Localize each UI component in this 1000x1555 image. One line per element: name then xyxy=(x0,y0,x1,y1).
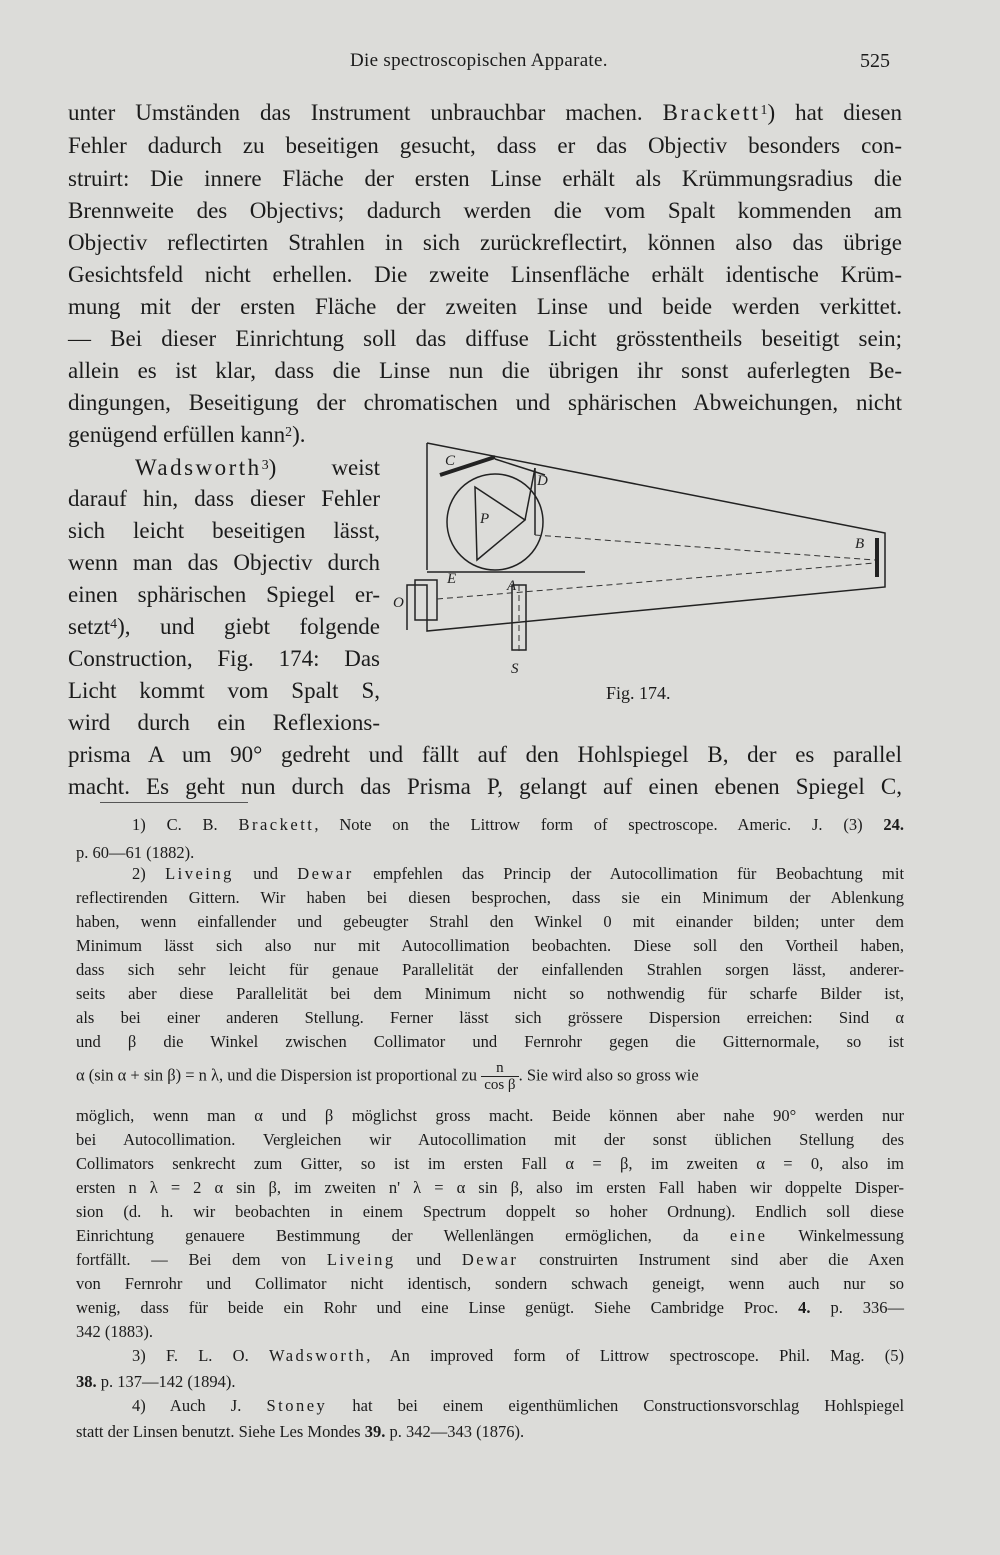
footnote-line: statt der Linsen benutzt. Siehe Les Mondes 39. p. 342—343 (1876). xyxy=(76,1422,525,1441)
label-s: S xyxy=(511,661,519,677)
spectroscope-diagram xyxy=(385,435,900,685)
footnote-line: reflectirenden Gittern. Wir haben bei diesen besprochen, dass sie ein Minimum der Ablenkung xyxy=(76,888,904,907)
footnote-line: haben, wenn einfallender und gebeugter Strahl den Winkel 0 mit einander bilden; unter dem xyxy=(76,912,904,931)
footnote-line: als bei einer anderen Stellung. Ferner lässt sich grössere Dispersion erreichen: Sind α xyxy=(76,1008,904,1027)
body-line: genügend erfüllen kann$^2$). xyxy=(68,422,306,447)
figure-174 xyxy=(385,435,900,685)
footnote-line: 4) Auch J. Stoney hat bei einem eigenthümlichen Constructionsvorschlag Hohlspiegel xyxy=(132,1396,905,1415)
footnote-line: Einrichtung genauere Bestimmung der Wellenlängen ermöglichen, da eine Winkelmessung xyxy=(76,1226,905,1245)
footnote-line: und β die Winkel zwischen Collimator und Fernrohr gegen die Gitternormale, so ist xyxy=(76,1032,904,1051)
body-line: macht. Es geht nun durch das Prisma P, gelangt auf einen ebenen Spiegel C, xyxy=(68,774,902,799)
footnote-line: sion (d. h. wir beobachten in einem Spectrum doppelt so hoher Ordnung). Endlich soll diese xyxy=(76,1202,904,1221)
body-line: Licht kommt vom Spalt S, xyxy=(68,678,380,703)
footnote-line: fortfällt. — Bei dem von Liveing und Dewar construirten Instrument sind aber die Axen xyxy=(76,1250,905,1269)
body-line: sich leicht beseitigen lässt, xyxy=(68,518,380,543)
body-line: Objectiv reflectirten Strahlen in sich zurückreflectirt, können also das übrige xyxy=(68,230,902,255)
body-line: unter Umständen das Instrument unbrauchbar machen. Brackett$^1$) hat diesen xyxy=(68,100,902,125)
author-name: Wadsworth xyxy=(135,455,262,480)
body-line: wird durch ein Reflexions- xyxy=(68,710,380,735)
body-line: Brennweite des Objectivs; dadurch werden die vom Spalt kommenden am xyxy=(68,198,902,223)
footnote-line: 342 (1883). xyxy=(76,1322,153,1341)
footnote-rule xyxy=(100,802,248,803)
instrument-outline xyxy=(407,443,885,631)
footnote-line: p. 60—61 (1882). xyxy=(76,843,195,862)
label-b: B xyxy=(855,536,865,552)
body-line: prisma A um 90° gedreht und fällt auf den Hohlspiegel B, der es parallel xyxy=(68,742,902,767)
body-line: dingungen, Beseitigung der chromatischen und sphärischen Abweichungen, nicht xyxy=(68,390,902,415)
footnote-line: α (sin α + sin β) = n λ, und die Dispersion ist proportional zu $\frac{n}{\text{cos β}}$ . Sie wird also so gross wie xyxy=(76,1060,699,1093)
body-line: Construction, Fig. 174: Das xyxy=(68,646,380,671)
label-o: O xyxy=(393,595,404,611)
running-title: Die spectroscopischen Apparate. xyxy=(350,50,608,71)
eyepiece-o xyxy=(415,580,437,620)
footnote-line: dass sich sehr leicht für genaue Parallelität der einfallenden Strahlen sorgen lässt, anderer- xyxy=(76,960,904,979)
label-d: D xyxy=(537,473,548,489)
body-line: Fehler dadurch zu beseitigen gesucht, dass er das Objectiv besonders con- xyxy=(68,133,902,158)
body-line: einen sphärischen Spiegel er- xyxy=(68,582,380,607)
label-e: E xyxy=(447,571,457,587)
footnote-line: 38. p. 137—142 (1894). xyxy=(76,1372,236,1391)
label-a: A xyxy=(507,578,517,594)
author-name: Brackett xyxy=(662,100,761,125)
fraction: $\frac{n}{\text{cos β}}$ xyxy=(481,1060,518,1093)
body-line: struirt: Die innere Fläche der ersten Linse erhält als Krümmungsradius die xyxy=(68,166,902,191)
footnote-line: Minimum lässt sich also nur mit Autocollimation beobachten. Diese soll den Vortheil haben, xyxy=(76,936,904,955)
ray-upper xyxy=(535,535,875,560)
label-c: C xyxy=(445,453,456,469)
prism-circle xyxy=(447,474,543,570)
footnote-line: Collimators senkrecht zum Gitter, so ist im ersten Fall α = β, im zweiten α = 0, also im xyxy=(76,1154,904,1173)
body-line: Wadsworth$^3$) weist xyxy=(135,455,380,480)
footnote-line: seits aber diese Parallelität bei dem Minimum nicht so nothwendig für scharfe Bilder ist, xyxy=(76,984,904,1003)
body-line: setzt$^4$), und giebt folgende xyxy=(68,614,380,639)
body-line: allein es ist klar, dass die Linse nun die übrigen ihr sonst auferlegten Be- xyxy=(68,358,902,383)
footnote-line: bei Autocollimation. Vergleichen wir Autocollimation mit der sonst üblichen Stellung des xyxy=(76,1130,904,1149)
footnote-line: wenig, dass für beide ein Rohr und eine Linse genügt. Siehe Cambridge Proc. 4. p. 336— xyxy=(76,1298,905,1317)
body-line: wenn man das Objectiv durch xyxy=(68,550,380,575)
footnote-line: von Fernrohr und Collimator nicht identisch, sondern schwach geneigt, wenn auch nur so xyxy=(76,1274,904,1293)
page-number: 525 xyxy=(860,50,890,72)
page-header xyxy=(0,50,1000,80)
body-line: — Bei dieser Einrichtung soll das diffuse Licht grösstentheils beseitigt sein; xyxy=(68,326,902,351)
label-p: P xyxy=(480,511,490,527)
footnote-line: 3) F. L. O. Wadsworth, An improved form of Littrow spectroscope. Phil. Mag. (5) xyxy=(132,1346,904,1365)
footnote-line: 1) C. B. Brackett, Note on the Littrow form of spectroscope. Americ. J. (3) 24. xyxy=(132,815,905,834)
footnote-line: ersten n λ = 2 α sin β, im zweiten n' λ = α sin β, also im ersten Fall haben wir doppelte Disper- xyxy=(76,1178,904,1197)
body-line: mung mit der ersten Fläche der zweiten Linse und beide werden verkittet. xyxy=(68,294,902,319)
body-line: darauf hin, dass dieser Fehler xyxy=(68,486,380,511)
footnote-line: möglich, wenn man α und β möglichst gross macht. Beide können aber nahe 90° werden nur xyxy=(76,1106,904,1125)
figure-caption: Fig. 174. xyxy=(606,683,671,703)
footnote-line: 2) Liveing und Dewar empfehlen das Princip der Autocollimation für Beobachtung mit xyxy=(132,864,905,883)
body-line: Gesichtsfeld nicht erhellen. Die zweite Linsenfläche erhält identische Krüm- xyxy=(68,262,902,287)
